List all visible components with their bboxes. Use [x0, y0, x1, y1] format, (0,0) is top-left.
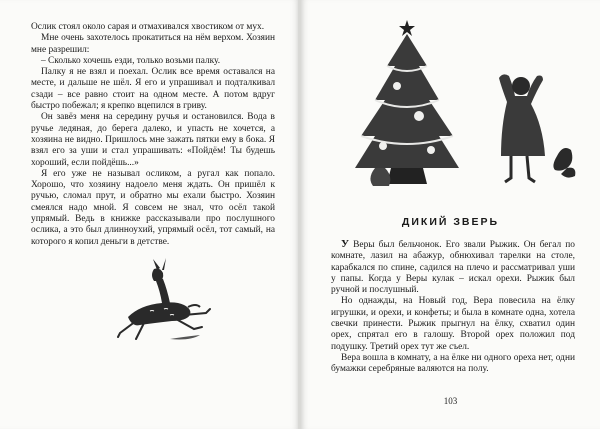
right-paragraph: Но однажды, на Новый год, Вера повесила на ёлку игрушки, и орехи, и конфеты; и была в комнате одна, хотела свечки принести. Рыжик прыгнул на ёлку, схватил один орех, спрятал его в галошу. Второй орех положил под подушку. Третий орех тут же съел.: [331, 296, 575, 352]
tree-body: [355, 34, 459, 168]
gift-bag: [370, 168, 390, 186]
tree-star: [399, 20, 415, 36]
drop-letter: У: [341, 238, 350, 250]
ornament: [393, 82, 401, 90]
right-paragraph: [331, 239, 575, 296]
story-title: ДИКИЙ ЗВЕРЬ: [401, 216, 500, 228]
left-paragraph: Я его уже не называл осликом, а ругал как попало. Хорошо, что хозяину надоело меня ждать. Он пришёл к ручью, сломал прут, и обратно мы ехали быстро. Хозяин смеялся надо мной. Я совсем не знал, что осёл такой упрямый. Ведь в книжке рассказывали про послушного ослика, а это был длинноухий, упрямый осёл, тот самый, на которого я копил деньги в детстве.: [31, 168, 275, 247]
girl-head: [512, 77, 530, 95]
deer-shadow: [170, 335, 200, 340]
squirrel: [553, 148, 575, 178]
left-paragraph: Ослик стоял около сарая и отмахивался хвостиком от мух.: [31, 22, 265, 32]
christmas-tree-illustration: [331, 16, 581, 196]
girl-legs: [505, 156, 535, 182]
ornament: [414, 111, 424, 121]
tree-stand: [387, 168, 427, 184]
deer-ear: [153, 258, 166, 270]
left-page: [0, 0, 299, 429]
deer-illustration: [110, 255, 220, 345]
first-paragraph-text: Веры был бельчонок. Его звали Рыжик. Он бегал по комнате, лазил на абажур, обнюхивал тарелки на столе, карабкался по спине, садился на плечо и рассматривал уши у папы. Когда у Веры кулак – искал орехи. Рыжик был ручной и послушный.: [331, 240, 575, 296]
deer-neck: [156, 278, 170, 303]
left-paragraph: – Сколько хочешь езди, только возьми палку.: [41, 55, 221, 66]
right-page-text: [331, 239, 575, 376]
left-paragraph: Мне очень захотелось прокатиться на нём верхом. Хозяин мне разрешил:: [31, 33, 275, 55]
right-paragraph: Вера вошла в комнату, а на ёлке ни одного ореха нет, одни бумажки серебряные валяются на полу.: [331, 352, 575, 375]
left-page-text: [31, 22, 275, 248]
page-number: 103: [443, 396, 458, 406]
left-paragraph: Палку я не взял и поехал. Ослик все время оставался на месте, и дальше не шёл. Я его и упрашивал и подталкивал сзади – все равно стоит на одном месте. А потом вдруг быстро побежал; я крепко вцепился в гриву.: [31, 67, 275, 112]
deer-tail: [188, 305, 200, 307]
deer-head: [152, 269, 163, 282]
ornament: [427, 146, 435, 154]
ornament: [379, 142, 387, 150]
right-page: [301, 0, 600, 429]
left-paragraph: Он завёз меня на середину ручья и остановился. Вода в ручье ледяная, до берега далеко, и упасть не хочется, а хозяина не видно. Пришлось мне зажать пятки ему в бока. Я взял его за уши и стал упрашивать: «Пойдём! Ты будешь хороший, если пойдёшь...»: [31, 112, 275, 168]
